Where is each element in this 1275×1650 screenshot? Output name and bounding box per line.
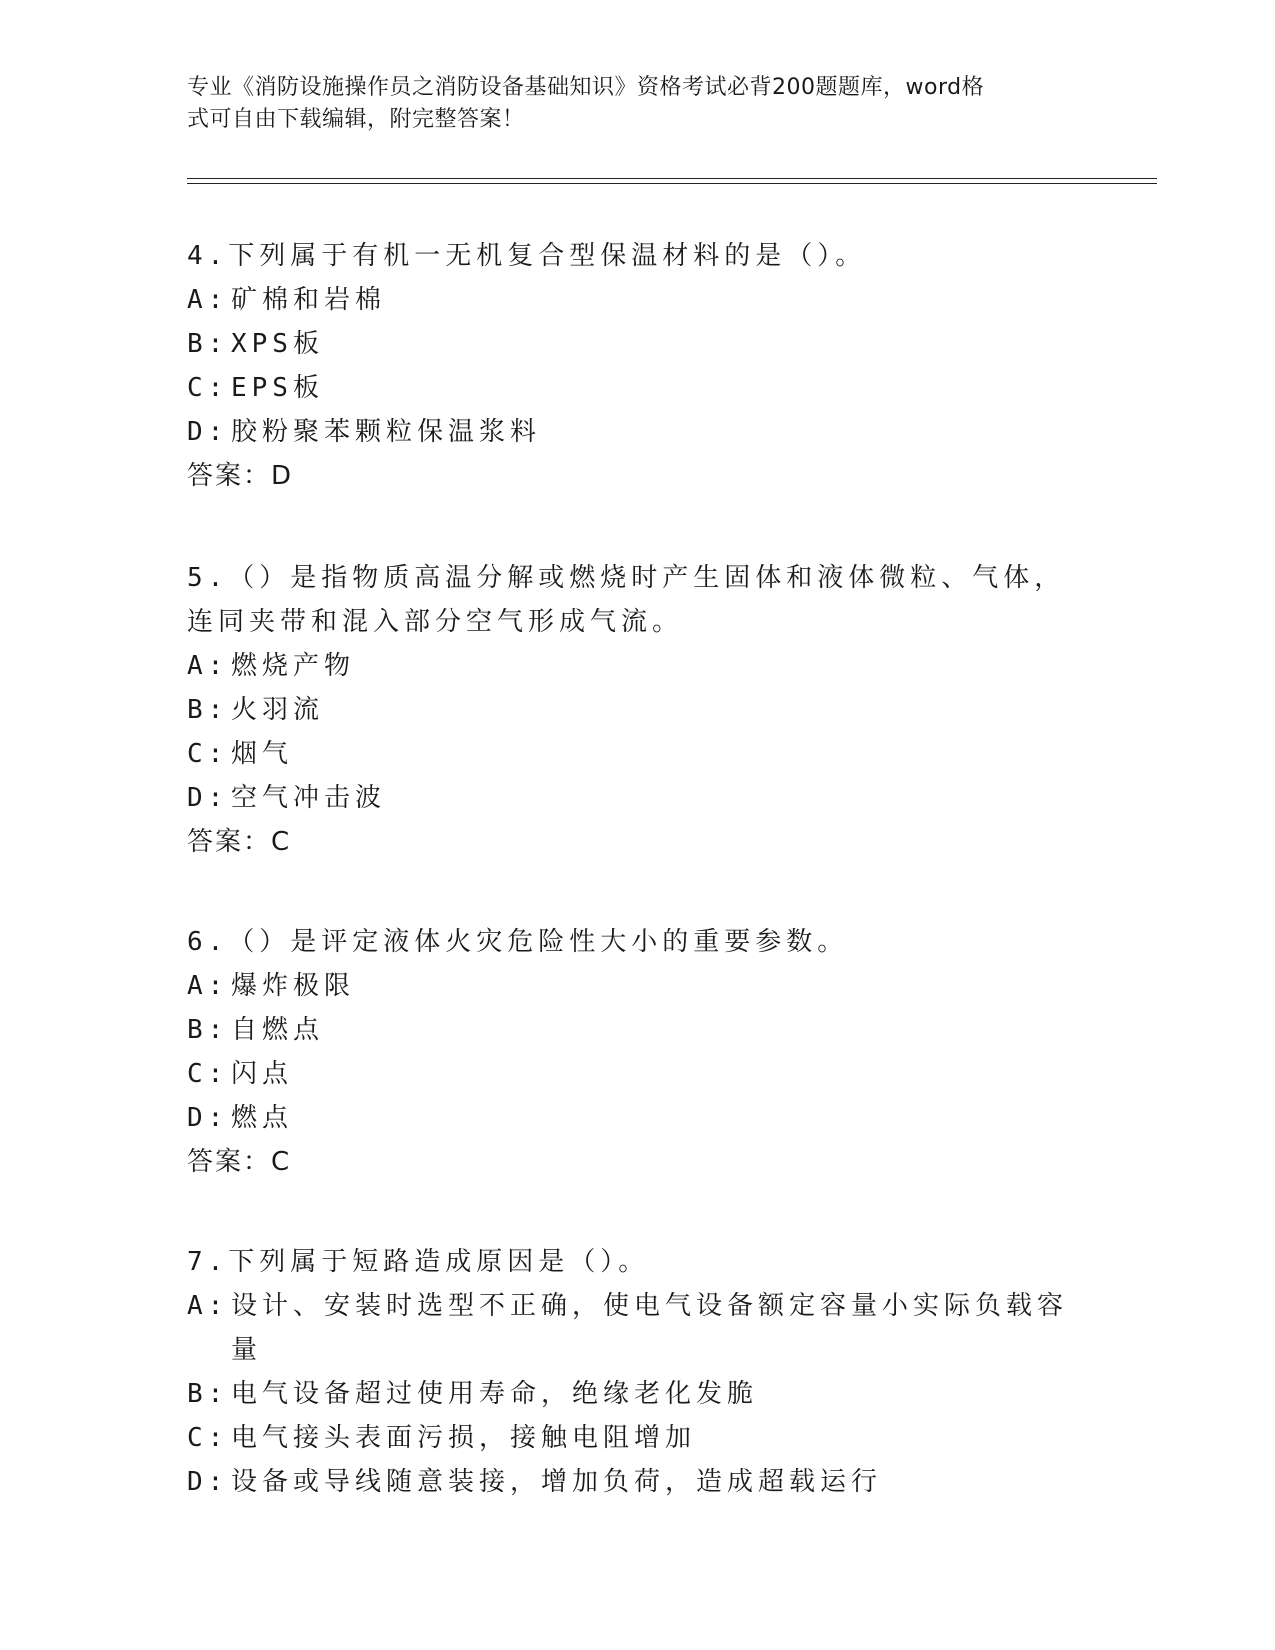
option-text: 电气设备超过使用寿命，绝缘老化发脆 (231, 1379, 759, 1409)
option-key: B: (187, 695, 229, 725)
option-text: 爆炸极限 (231, 971, 356, 1001)
question-4 (187, 234, 1087, 498)
option-key: B: (187, 1015, 229, 1045)
option-text: 电气接头表面污损，接触电阻增加 (231, 1423, 697, 1453)
option-d (187, 1460, 1087, 1504)
option-c (187, 732, 1087, 776)
option-key: C: (187, 739, 229, 769)
option-key: D: (187, 1467, 229, 1497)
option-text: 火羽流 (231, 695, 325, 725)
option-text: 矿棉和岩棉 (231, 285, 387, 315)
document-header (187, 72, 1067, 136)
option-text: 设备或导线随意装接，增加负荷，造成超载运行 (231, 1467, 883, 1497)
header-divider-top (187, 178, 1157, 179)
option-a (187, 1284, 1087, 1372)
option-key: A: (187, 1291, 229, 1321)
option-key: C: (187, 373, 229, 403)
option-key: C: (187, 1059, 229, 1089)
option-b (187, 1372, 1087, 1416)
question-7 (187, 1240, 1087, 1504)
option-key: C: (187, 1423, 229, 1453)
question-5 (187, 556, 1087, 864)
option-text: 闪点 (231, 1059, 294, 1089)
option-key: B: (187, 329, 229, 359)
option-key: A: (187, 651, 229, 681)
option-a (187, 964, 1087, 1008)
option-key: A: (187, 971, 229, 1001)
header-divider-bottom (187, 183, 1157, 184)
header-title-line-2: 式可自由下载编辑，附完整答案！ (187, 107, 525, 132)
option-text: 空气冲击波 (231, 783, 387, 813)
question-text: 6.（）是评定液体火灾危险性大小的重要参数。 (187, 927, 849, 957)
option-text: 设计、安装时选型不正确，使电气设备额定容量小实际负载容量 (231, 1291, 1069, 1365)
question-text: 4.下列属于有机一无机复合型保温材料的是（）。 (187, 241, 867, 271)
option-b (187, 688, 1087, 732)
option-c (187, 366, 1087, 410)
option-a (187, 644, 1087, 688)
answer-line: 答案：C (187, 827, 292, 857)
option-b (187, 1008, 1087, 1052)
option-text: 胶粉聚苯颗粒保温浆料 (231, 417, 542, 447)
option-d (187, 410, 1087, 454)
option-d (187, 1096, 1087, 1140)
option-text: 烟气 (231, 739, 294, 769)
question-6 (187, 920, 1087, 1184)
option-c (187, 1052, 1087, 1096)
option-text: 燃点 (231, 1103, 294, 1133)
header-title-line-1: 专业《消防设施操作员之消防设备基础知识》资格考试必背200题题库，word格 (187, 75, 985, 100)
option-key: A: (187, 285, 229, 315)
option-a (187, 278, 1087, 322)
option-b (187, 322, 1087, 366)
option-c (187, 1416, 1087, 1460)
option-text: XPS板 (231, 329, 324, 359)
question-text: 5.（）是指物质高温分解或燃烧时产生固体和液体微粒、气体，连同夹带和混入部分空气形成气流。 (187, 563, 1066, 637)
answer-line: 答案：D (187, 461, 294, 491)
option-text: 燃烧产物 (231, 651, 356, 681)
option-key: D: (187, 1103, 229, 1133)
option-key: B: (187, 1379, 229, 1409)
option-d (187, 776, 1087, 820)
question-text: 7.下列属于短路造成原因是（）。 (187, 1247, 650, 1277)
option-key: D: (187, 417, 229, 447)
answer-line: 答案：C (187, 1147, 292, 1177)
option-text: 自燃点 (231, 1015, 325, 1045)
option-key: D: (187, 783, 229, 813)
option-text: EPS板 (231, 373, 324, 403)
